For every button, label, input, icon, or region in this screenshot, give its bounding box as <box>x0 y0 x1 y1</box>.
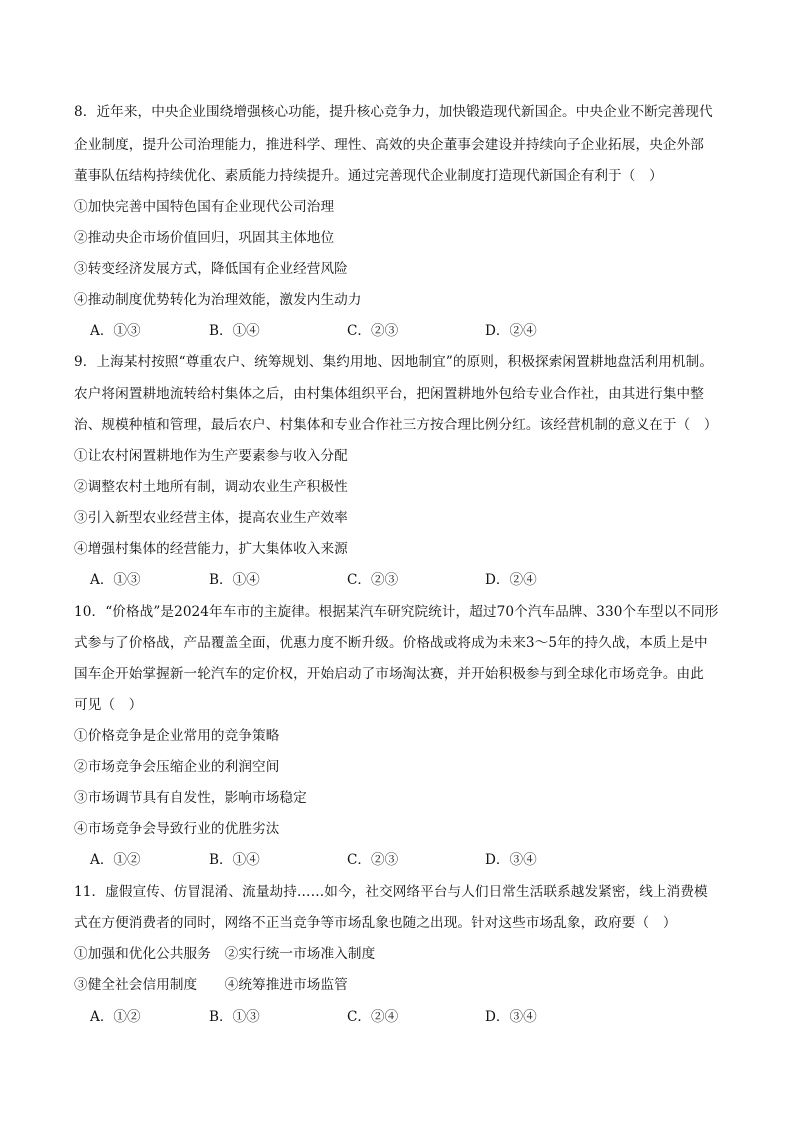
option-d[interactable]: D．②④ <box>485 323 537 339</box>
question-8-statement-2: ②推动央企市场价值回归，巩固其主体地位 <box>74 230 335 246</box>
question-8-stem-line-1: 8．近年来，中央企业围绕增强核心功能，提升核心竞争力，加快锻造现代新国企。中央企业不断完善现代 <box>74 104 713 120</box>
question-8-options <box>90 322 650 340</box>
question-10-options <box>90 851 650 869</box>
option-d[interactable]: D．③④ <box>485 852 537 868</box>
question-9-options <box>90 571 650 589</box>
question-9-statement-1: ①让农村闲置耕地作为生产要素参与收入分配 <box>74 448 348 464</box>
question-10-stem-line-4: 可见（ ） <box>74 697 143 713</box>
question-8-statement-4: ④推动制度优势转化为治理效能，激发内生动力 <box>74 292 362 308</box>
question-9-statement-3: ③引入新型农业经营主体，提高农业生产效率 <box>74 510 348 526</box>
option-d[interactable]: D．②④ <box>485 572 537 588</box>
option-c[interactable]: C．②③ <box>347 323 399 339</box>
question-11-statement-2: ③健全社会信用制度 ④统筹推进市场监管 <box>74 977 348 993</box>
option-a[interactable]: A．①③ <box>90 572 141 588</box>
question-11-options <box>90 1008 650 1026</box>
question-10-statement-2: ②市场竞争会压缩企业的利润空间 <box>74 759 280 775</box>
question-9-statement-2: ②调整农村土地所有制，调动农业生产积极性 <box>74 479 348 495</box>
option-b[interactable]: B．①④ <box>209 323 260 339</box>
option-b[interactable]: B．①④ <box>209 572 260 588</box>
option-a[interactable]: A．①② <box>90 852 141 868</box>
option-c[interactable]: C．②④ <box>347 1009 399 1025</box>
question-10-statement-4: ④市场竞争会导致行业的优胜劣汰 <box>74 821 280 837</box>
question-10-stem-line-3: 国车企开始掌握新一轮汽车的定价权，开始启动了市场淘汰赛，并开始积极参与到全球化市场竞争。由此 <box>74 666 704 682</box>
question-11-stem-line-1: 11．虚假宣传、仿冒混淆、流量劫持……如今，社交网络平台与人们日常生活联系越发紧密，线上消费模 <box>74 884 708 900</box>
question-8-stem-line-3: 董事队伍结构持续优化、素质能力持续提升。通过完善现代企业制度打造现代新国企有利于（ ） <box>74 168 663 184</box>
question-9-stem-line-2: 农户将闲置耕地流转给村集体之后，由村集体组织平台，把闲置耕地外包给专业合作社，由其进行集中整 <box>74 386 704 402</box>
question-11-statement-1: ①加强和优化公共服务 ②实行统一市场准入制度 <box>74 946 376 962</box>
question-9-stem-line-3: 治、规模种植和管理，最后农户、村集体和专业合作社三方按合理比例分红。该经营机制的意义在于（ ） <box>74 417 718 433</box>
option-c[interactable]: C．②③ <box>347 852 399 868</box>
question-10-statement-1: ①价格竞争是企业常用的竞争策略 <box>74 728 280 744</box>
option-b[interactable]: B．①④ <box>209 852 260 868</box>
option-a[interactable]: A．①③ <box>90 323 141 339</box>
question-10-stem-line-1: 10．“价格战”是2024年车市的主旋律。根据某汽车研究院统计，超过70个汽车品牌、330个车型以不同形 <box>74 604 719 620</box>
question-9-stem-line-1: 9．上海某村按照“尊重农户、统筹规划、集约用地、因地制宜”的原则，积极探索闲置耕地盘活利用机制。 <box>74 354 714 370</box>
question-10-stem-line-2: 式参与了价格战，产品覆盖全面，优惠力度不断升级。价格战或将成为未来3～5年的持久战，本质上是中 <box>74 635 708 651</box>
question-9-statement-4: ④增强村集体的经营能力，扩大集体收入来源 <box>74 541 348 557</box>
question-11-stem-line-2: 式在方便消费者的同时，网络不正当竞争等市场乱象也随之出现。针对这些市场乱象，政府要（ ） <box>74 915 677 931</box>
option-a[interactable]: A．①② <box>90 1009 141 1025</box>
option-b[interactable]: B．①③ <box>209 1009 260 1025</box>
question-8-statement-3: ③转变经济发展方式，降低国有企业经营风险 <box>74 261 348 277</box>
question-8-statement-1: ①加快完善中国特色国有企业现代公司治理 <box>74 199 335 215</box>
question-8-stem-line-2: 企业制度，提升公司治理能力，推进科学、理性、高效的央企董事会建设并持续向子企业拓展，央企外部 <box>74 137 704 153</box>
question-10-statement-3: ③市场调节具有自发性，影响市场稳定 <box>74 790 307 806</box>
option-d[interactable]: D．③④ <box>485 1009 537 1025</box>
option-c[interactable]: C．②③ <box>347 572 399 588</box>
